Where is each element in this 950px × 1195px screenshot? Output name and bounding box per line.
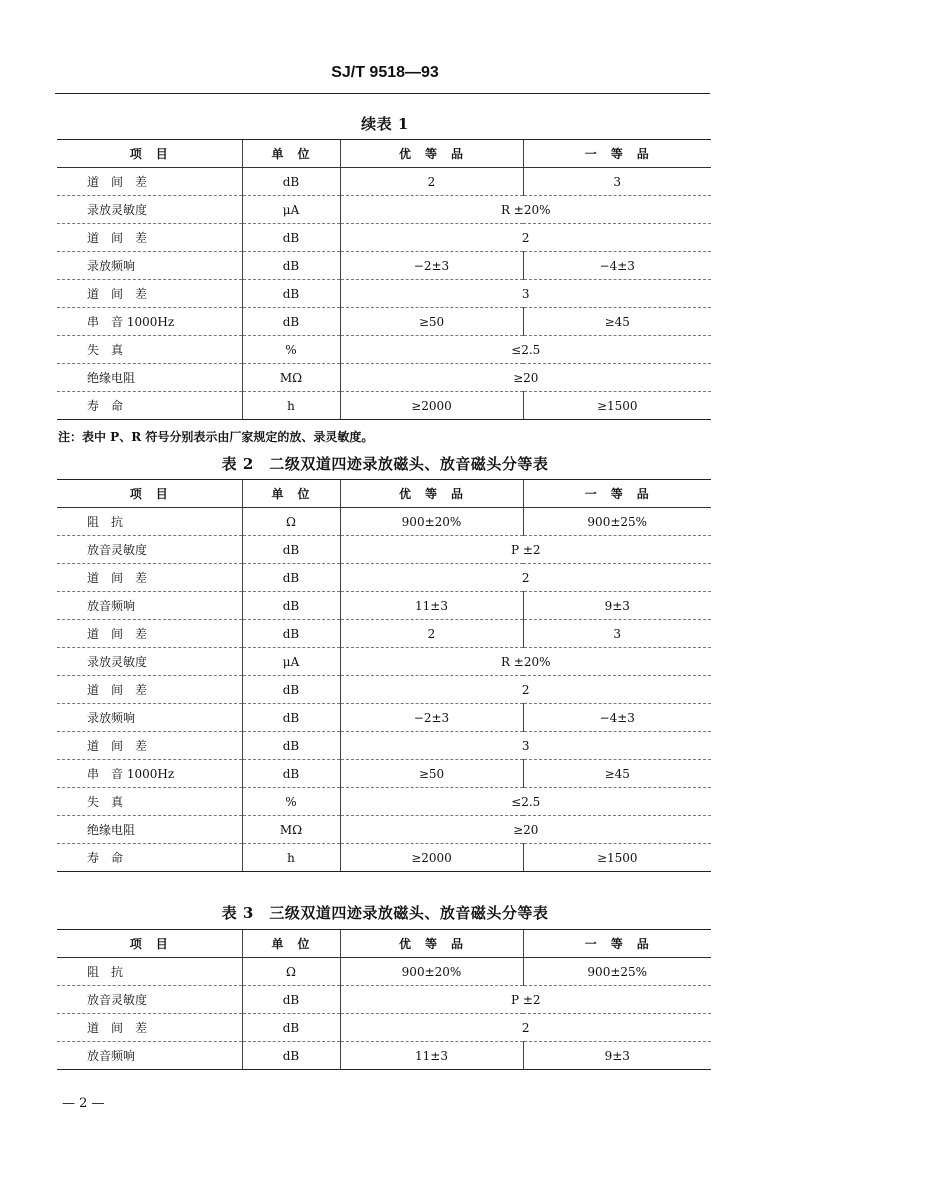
table-row [57,196,711,224]
grade-cell: 3 [340,732,711,760]
grade-cell: 2 [340,564,711,592]
grade-cell: ≥45 [523,760,711,788]
grade-cell: 900±25% [523,958,711,986]
column-header: 单 位 [242,480,340,508]
table-row [57,760,711,788]
item-cell: 失 真 [57,788,242,816]
table3 [57,929,711,1070]
table-row [57,620,711,648]
table-row [57,648,711,676]
table-row [57,816,711,844]
item-cell: 录放频响 [57,704,242,732]
item-cell: 道 间 差 [57,280,242,308]
unit-cell: Ω [242,958,340,986]
grade-cell: 3 [340,280,711,308]
item-cell: 道 间 差 [57,732,242,760]
item-cell: 失 真 [57,336,242,364]
unit-cell: % [242,788,340,816]
table-row [57,364,711,392]
grade-cell: ≥2000 [340,844,523,872]
unit-cell: dB [242,676,340,704]
unit-cell: dB [242,704,340,732]
grade-cell: 3 [523,620,711,648]
item-cell: 道 间 差 [57,224,242,252]
unit-cell: dB [242,536,340,564]
grade-cell: P ±2 [340,536,711,564]
table-row [57,676,711,704]
grade-cell: −2±3 [340,704,523,732]
table-row [57,592,711,620]
table-row [57,732,711,760]
unit-cell: dB [242,564,340,592]
grade-cell: 900±20% [340,508,523,536]
table-row [57,564,711,592]
grade-cell: 9±3 [523,1042,711,1070]
table-row [57,308,711,336]
standard-code: SJ/T 9518—93 [331,64,439,81]
table-row [57,844,711,872]
grade-cell: ≥20 [340,364,711,392]
item-cell: 放音频响 [57,1042,242,1070]
page-number: — 2 — [62,1096,105,1111]
unit-cell: dB [242,252,340,280]
item-cell: 录放灵敏度 [57,648,242,676]
unit-cell: dB [242,986,340,1014]
grade-cell: ≤2.5 [340,336,711,364]
table-row [57,788,711,816]
item-cell: 阻 抗 [57,958,242,986]
unit-cell: μA [242,196,340,224]
unit-cell: dB [242,168,340,196]
table-row [57,224,711,252]
table-row [57,252,711,280]
item-cell: 放音频响 [57,592,242,620]
grade-cell: ≥2000 [340,392,523,420]
grade-cell: −4±3 [523,704,711,732]
grade-cell: ≥50 [340,308,523,336]
table-row [57,392,711,420]
grade-cell: 3 [523,168,711,196]
unit-cell: dB [242,592,340,620]
grade-cell: 900±25% [523,508,711,536]
table3-caption: 表 3 三级双道四迹录放磁头、放音磁头分等表 [221,904,549,922]
table-row [57,168,711,196]
grade-cell: ≥45 [523,308,711,336]
item-cell: 道 间 差 [57,620,242,648]
item-cell: 绝缘电阻 [57,364,242,392]
column-header: 一 等 品 [523,140,711,168]
table1 [57,139,711,420]
grade-cell: ≤2.5 [340,788,711,816]
grade-cell: 11±3 [340,1042,523,1070]
column-header: 一 等 品 [523,480,711,508]
table2 [57,479,711,872]
item-cell: 道 间 差 [57,564,242,592]
grade-cell: 2 [340,676,711,704]
unit-cell: dB [242,1042,340,1070]
column-header: 优 等 品 [340,140,523,168]
grade-cell: 2 [340,168,523,196]
item-cell: 录放频响 [57,252,242,280]
table-row [57,1042,711,1070]
header-row [57,140,711,168]
item-cell: 绝缘电阻 [57,816,242,844]
unit-cell: dB [242,224,340,252]
unit-cell: dB [242,760,340,788]
column-header: 单 位 [242,930,340,958]
unit-cell: μA [242,648,340,676]
item-cell: 串 音 1000Hz [57,308,242,336]
table1-caption: 续表 1 [361,115,409,133]
table-row [57,1014,711,1042]
unit-cell: MΩ [242,364,340,392]
table-row [57,958,711,986]
column-header: 优 等 品 [340,480,523,508]
table-note: 注：表中 P、R 符号分别表示由厂家规定的放、录灵敏度。 [58,430,374,444]
grade-cell: P ±2 [340,986,711,1014]
header-rule [55,93,710,94]
item-cell: 寿 命 [57,392,242,420]
table-row [57,536,711,564]
grade-cell: 9±3 [523,592,711,620]
grade-cell: R ±20% [340,648,711,676]
grade-cell: 11±3 [340,592,523,620]
unit-cell: MΩ [242,816,340,844]
item-cell: 录放灵敏度 [57,196,242,224]
unit-cell: dB [242,620,340,648]
unit-cell: h [242,392,340,420]
column-header: 单 位 [242,140,340,168]
unit-cell: dB [242,732,340,760]
item-cell: 放音灵敏度 [57,536,242,564]
grade-cell: 900±20% [340,958,523,986]
column-header: 优 等 品 [340,930,523,958]
table-row [57,986,711,1014]
table-row [57,336,711,364]
grade-cell: ≥20 [340,816,711,844]
column-header: 项 目 [57,480,242,508]
grade-cell: R ±20% [340,196,711,224]
unit-cell: dB [242,280,340,308]
unit-cell: dB [242,1014,340,1042]
item-cell: 寿 命 [57,844,242,872]
item-cell: 道 间 差 [57,676,242,704]
item-cell: 放音灵敏度 [57,986,242,1014]
item-cell: 阻 抗 [57,508,242,536]
grade-cell: 2 [340,224,711,252]
table2-caption: 表 2 二级双道四迹录放磁头、放音磁头分等表 [221,455,549,473]
grade-cell: −4±3 [523,252,711,280]
grade-cell: −2±3 [340,252,523,280]
grade-cell: ≥1500 [523,392,711,420]
unit-cell: dB [242,308,340,336]
item-cell: 串 音 1000Hz [57,760,242,788]
column-header: 项 目 [57,930,242,958]
column-header: 项 目 [57,140,242,168]
table-row [57,704,711,732]
unit-cell: Ω [242,508,340,536]
header-row [57,480,711,508]
unit-cell: % [242,336,340,364]
column-header: 一 等 品 [523,930,711,958]
table-row [57,508,711,536]
grade-cell: ≥1500 [523,844,711,872]
grade-cell: 2 [340,620,523,648]
grade-cell: ≥50 [340,760,523,788]
table-row [57,280,711,308]
item-cell: 道 间 差 [57,1014,242,1042]
item-cell: 道 间 差 [57,168,242,196]
unit-cell: h [242,844,340,872]
header-row [57,930,711,958]
grade-cell: 2 [340,1014,711,1042]
